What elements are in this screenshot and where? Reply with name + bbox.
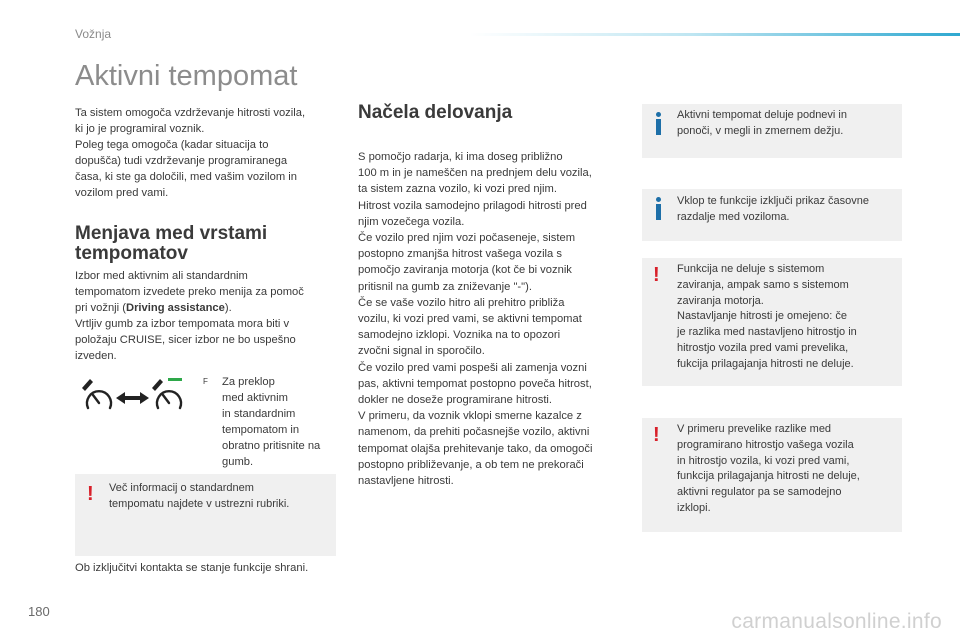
gauge-icon	[157, 391, 181, 408]
intro-text: Ta sistem omogoča vzdrževanje hitrosti vozila, ki jo je programiral voznik. Poleg tega omogoča (kadar situacija to dopušča) tudi vzdrževanje programiranega časa, ki ste ga določili, med vašim vozilom in vozilom pred vami.	[75, 107, 306, 199]
gauge-standard-icon	[82, 379, 93, 391]
warning-box-braking	[642, 258, 902, 386]
note-text: V primeru prevelike razlike med programirano hitrostjo vašega vozila in hitrostjo vozila, ki vozi pred vami, funkcija prilagajanja hitrosti ne deluje, aktivni regulator pa se samodejno izklopi.	[677, 423, 860, 514]
memory-note: Ob izključitvi kontakta se stanje funkcije shrani.	[75, 562, 309, 574]
info-icon-dot	[656, 197, 661, 202]
page-number: 180	[28, 604, 50, 619]
note-text: Funkcija ne deluje s sistemom zaviranja, ampak samo s sistemom zaviranja motorja. Nastavljanje hitrosti je omejeno: če je razlika med nastavljeno hitrostjo in hitrostjo vozila pred vami prevelika, fukcija prilagajanja hitrosti ne deluje.	[677, 263, 857, 370]
warning-box-speed-difference	[642, 418, 902, 532]
cruise-mode-switch-illustration	[82, 376, 190, 416]
note-text: Aktivni tempomat deluje podnevi in ponoči, v megli in zmernem dežju.	[677, 109, 847, 137]
note-text: Več informacij o standardnem tempomatu najdete v ustrezni rubriki.	[109, 482, 290, 510]
warning-icon: !	[653, 264, 660, 286]
double-arrow-icon	[116, 392, 149, 404]
info-icon	[656, 204, 661, 220]
info-box-weather	[642, 104, 902, 158]
page-title: Aktivni tempomat	[75, 60, 298, 92]
principles-text: S pomočjo radarja, ki ima doseg približno 100 m in je nameščen na prednjem delu vozila, ta sistem zazna vozilo, ki vozi pred njim. Hitrost vozila samodejno prilagodi hitrosti pred njim vozečega vozila. Če vozilo pred njim vozi počaseneje, sistem postopno zmanjša hitrost vašega vozila s pomočjo zaviranja motorja (kot če bi voznik pritisnil na gumb za zniževanje "-"). Če se vaše vozilo hitro ali prehitro približa vozilu, ki vozi pred vami, se aktivni tempomat samodejno izklopi. Voznika na to opozori zvočni signal in sporočilo. Če vozilo pred vami pospeši ali zamenja vozni pas, aktivni tempomat postopno poveča hitrost, dokler ne doseže programirane hitrosti. V primeru, da voznik vklopi smerne kazalce z namenom, da prehiti počasnejše vozilo, aktivni tempomat olajša prehitevanje tako, da omogoči postopno približevanje, a ob tem ne prekorači nastavljene hitrosti.	[358, 151, 593, 488]
section-label: Vožnja	[75, 27, 112, 41]
info-icon-dot	[656, 112, 661, 117]
watermark: carmanualsonline.info	[731, 610, 942, 633]
gauge-icon	[87, 391, 111, 408]
driving-assistance-label: Driving assistance	[125, 302, 225, 314]
switching-text: Izbor med aktivnim ali standardnim tempomatom izvedete preko menija za pomoč pri vožnji (Driving assistance). Vrtljiv gumb za izbor tempomata mora biti v položaju CRUISE, sicer izbor ne bo uspešno izveden.	[75, 270, 304, 362]
gauge-active-icon	[152, 379, 163, 391]
active-indicator-icon	[168, 378, 182, 381]
switching-heading: Menjava med vrstami tempomatov	[75, 223, 268, 264]
note-text: Vklop te funkcije izključi prikaz časovne razdalje med voziloma.	[677, 195, 869, 223]
warning-icon: !	[87, 483, 94, 505]
principles-heading: Načela delovanja	[358, 102, 513, 123]
note-box-standard-cruise	[75, 474, 336, 556]
info-icon	[656, 119, 661, 135]
switch-instruction: Za preklop med aktivnim in standardnim tempomatom in obratno pritisnite na gumb.	[222, 376, 321, 468]
info-box-display	[642, 189, 902, 241]
warning-icon: !	[653, 424, 660, 446]
header-accent-bar	[470, 33, 960, 36]
bullet-icon: F	[203, 377, 208, 386]
